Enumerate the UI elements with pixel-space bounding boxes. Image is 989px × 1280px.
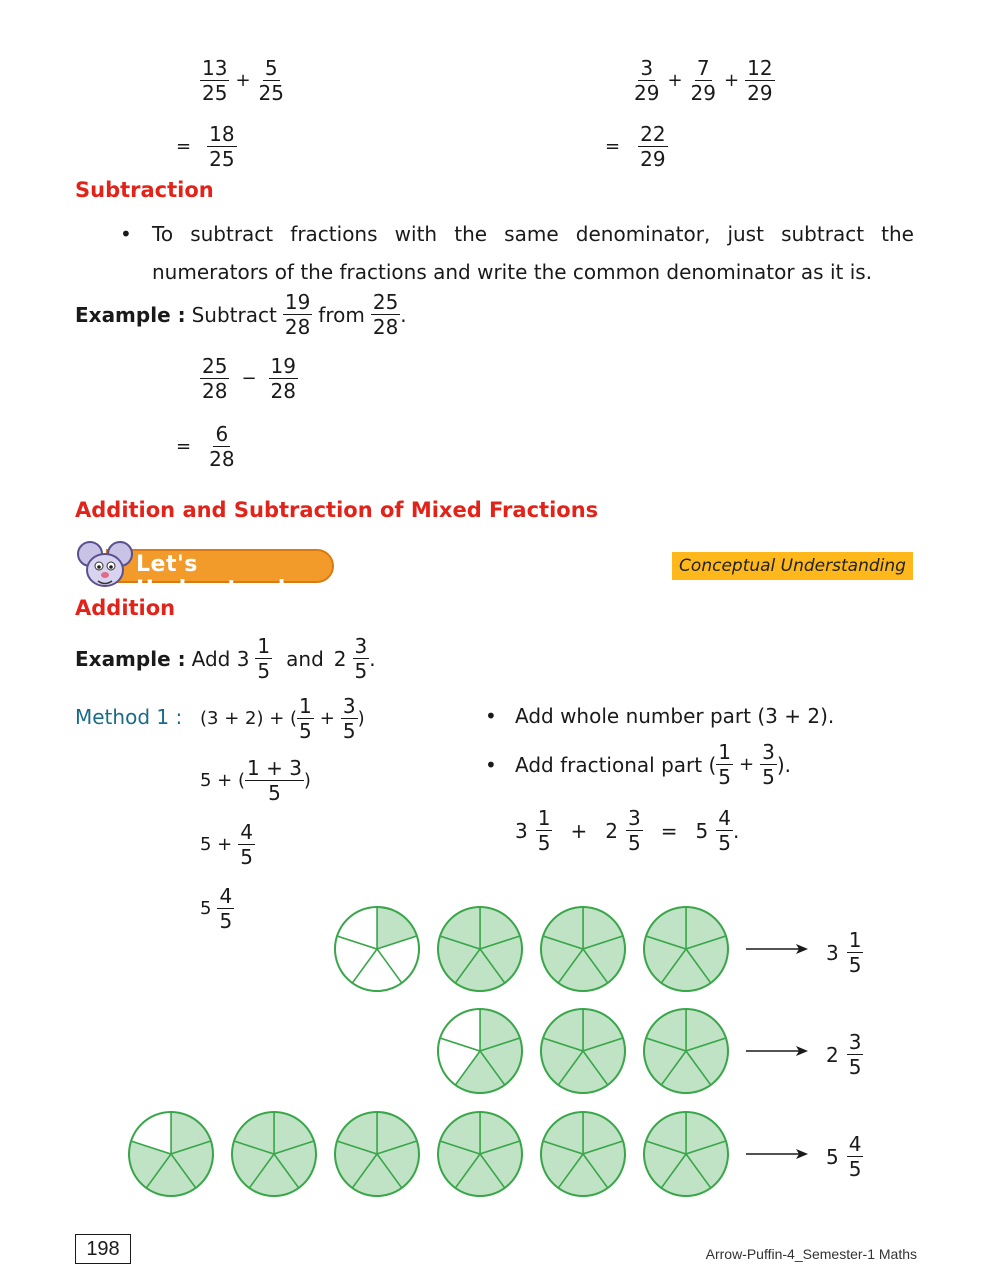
fraction: $\frac{19}{28}$ xyxy=(270,354,296,403)
fraction-circle xyxy=(335,907,419,991)
method-bullet-2: • Add fractional part ( $\frac{1}{5}$ + $\frac{3}{5}$ ). xyxy=(485,740,791,789)
top-left-result xyxy=(176,122,237,171)
minus-sign: − xyxy=(241,368,257,389)
fraction-circle xyxy=(335,1112,419,1196)
fraction: $\frac{12}{29}$ xyxy=(747,56,773,105)
fraction: $\frac{6}{28}$ xyxy=(209,422,235,471)
fraction: $\frac{1}{5}$ xyxy=(299,694,312,743)
fraction: $\frac{4}{5}$ xyxy=(718,806,731,855)
bullet-icon: • xyxy=(120,222,132,246)
plus-sign: + xyxy=(667,70,683,91)
fraction: $\frac{7}{29}$ xyxy=(690,56,716,105)
method-label: Method 1 : xyxy=(75,705,183,729)
fraction: $\frac{3}{5}$ xyxy=(342,694,356,743)
fraction-circle xyxy=(438,1112,522,1196)
mouse-mascot-icon xyxy=(76,540,136,592)
subtraction-example: Example : Subtract $\frac{19}{28}$ from $\frac{25}{28}$ . xyxy=(75,290,407,339)
fraction: $\frac{4}{5}$ xyxy=(219,884,233,933)
fraction: $\frac{1}{5}$ xyxy=(257,634,271,683)
bullet-icon: • xyxy=(485,704,497,728)
fraction-circle xyxy=(129,1112,213,1196)
fraction-circle xyxy=(541,1112,625,1196)
fraction-circle xyxy=(541,907,625,991)
fraction-circle xyxy=(644,907,728,991)
method-step-2: 5 + ( $\frac{1 + 3}{5}$ ) xyxy=(200,756,311,805)
fraction: $\frac{3}{5}$ xyxy=(848,1030,862,1079)
conceptual-understanding-tag: Conceptual Understanding xyxy=(672,552,913,580)
fraction: $\frac{1}{5}$ xyxy=(718,740,731,789)
rule-line-2: numerators of the fractions and write the common denominator as it is. xyxy=(152,260,873,284)
fraction: $\frac{22}{29}$ xyxy=(640,122,666,171)
subtraction-rule xyxy=(120,215,914,291)
fraction: $\frac{5}{25}$ xyxy=(258,56,284,105)
method-step-4: 5 $\frac{4}{5}$ xyxy=(200,884,233,933)
fraction: $\frac{3}{5}$ xyxy=(762,740,775,789)
subtraction-heading: Subtraction xyxy=(75,178,214,202)
fraction-circle xyxy=(644,1112,728,1196)
sum-statement: 3 $\frac{1}{5}$ + 2 $\frac{3}{5}$ = 5 $\frac{4}{5}$ . xyxy=(515,806,740,855)
row-label-3: 5 $\frac{4}{5}$ xyxy=(826,1132,862,1181)
fraction: $\frac{3}{5}$ xyxy=(627,806,641,855)
fraction: $\frac{3}{29}$ xyxy=(634,56,660,105)
method-bullet-1: • Add whole number part (3 + 2). xyxy=(485,704,835,728)
fraction: $\frac{19}{28}$ xyxy=(284,290,311,339)
fraction-circle xyxy=(438,907,522,991)
method-step-3: 5 + $\frac{4}{5}$ xyxy=(200,820,253,869)
fraction: $\frac{18}{25}$ xyxy=(209,122,235,171)
fraction-circle xyxy=(232,1112,316,1196)
fraction: $\frac{25}{28}$ xyxy=(372,290,399,339)
top-right-expression xyxy=(632,56,775,105)
method-step-1: (3 + 2) + ( $\frac{1}{5}$ + $\frac{3}{5}$ ) xyxy=(200,694,365,743)
addition-heading: Addition xyxy=(75,596,176,620)
fraction-circle xyxy=(541,1009,625,1093)
badge-label: Let's Understand xyxy=(136,552,286,602)
fraction: $\frac{1}{5}$ xyxy=(537,806,551,855)
example-label: Example : xyxy=(75,302,186,327)
equals-sign: = xyxy=(176,436,192,457)
page-number: 198 xyxy=(75,1234,131,1264)
fraction: $\frac{25}{28}$ xyxy=(202,354,228,403)
fraction: $\frac{4}{5}$ xyxy=(848,1132,862,1181)
bullet-icon: • xyxy=(485,752,497,777)
fraction-circle xyxy=(438,1009,522,1093)
fraction: $\frac{13}{25}$ xyxy=(202,56,228,105)
mixed-fractions-heading: Addition and Subtraction of Mixed Fractions xyxy=(75,498,599,522)
row-label-1: 3 $\frac{1}{5}$ xyxy=(826,928,862,977)
top-left-expression xyxy=(200,56,286,105)
fraction: $\frac{1 + 3}{5}$ xyxy=(247,756,302,805)
equals-sign: = xyxy=(605,136,621,157)
plus-sign: + xyxy=(235,70,251,91)
equals-sign: = xyxy=(176,136,192,157)
book-title-footer: Arrow-Puffin-4_Semester-1 Maths xyxy=(705,1246,917,1262)
example-label: Example : xyxy=(75,646,186,671)
plus-sign: + xyxy=(724,70,740,91)
fraction: $\frac{3}{5}$ xyxy=(354,634,368,683)
rule-line-1: To subtract fractions with the same denominator, just subtract the xyxy=(152,222,914,246)
fraction: $\frac{1}{5}$ xyxy=(848,928,862,977)
row-label-2: 2 $\frac{3}{5}$ xyxy=(826,1030,862,1079)
top-right-result xyxy=(605,122,668,171)
fraction-circle xyxy=(644,1009,728,1093)
addition-example: Example : Add 3 $\frac{1}{5}$ and 2 $\frac{3}{5}$ . xyxy=(75,634,376,683)
lets-understand-badge xyxy=(76,546,336,602)
subtraction-work xyxy=(200,354,298,403)
fraction: $\frac{4}{5}$ xyxy=(240,820,253,869)
subtraction-result xyxy=(176,422,237,471)
